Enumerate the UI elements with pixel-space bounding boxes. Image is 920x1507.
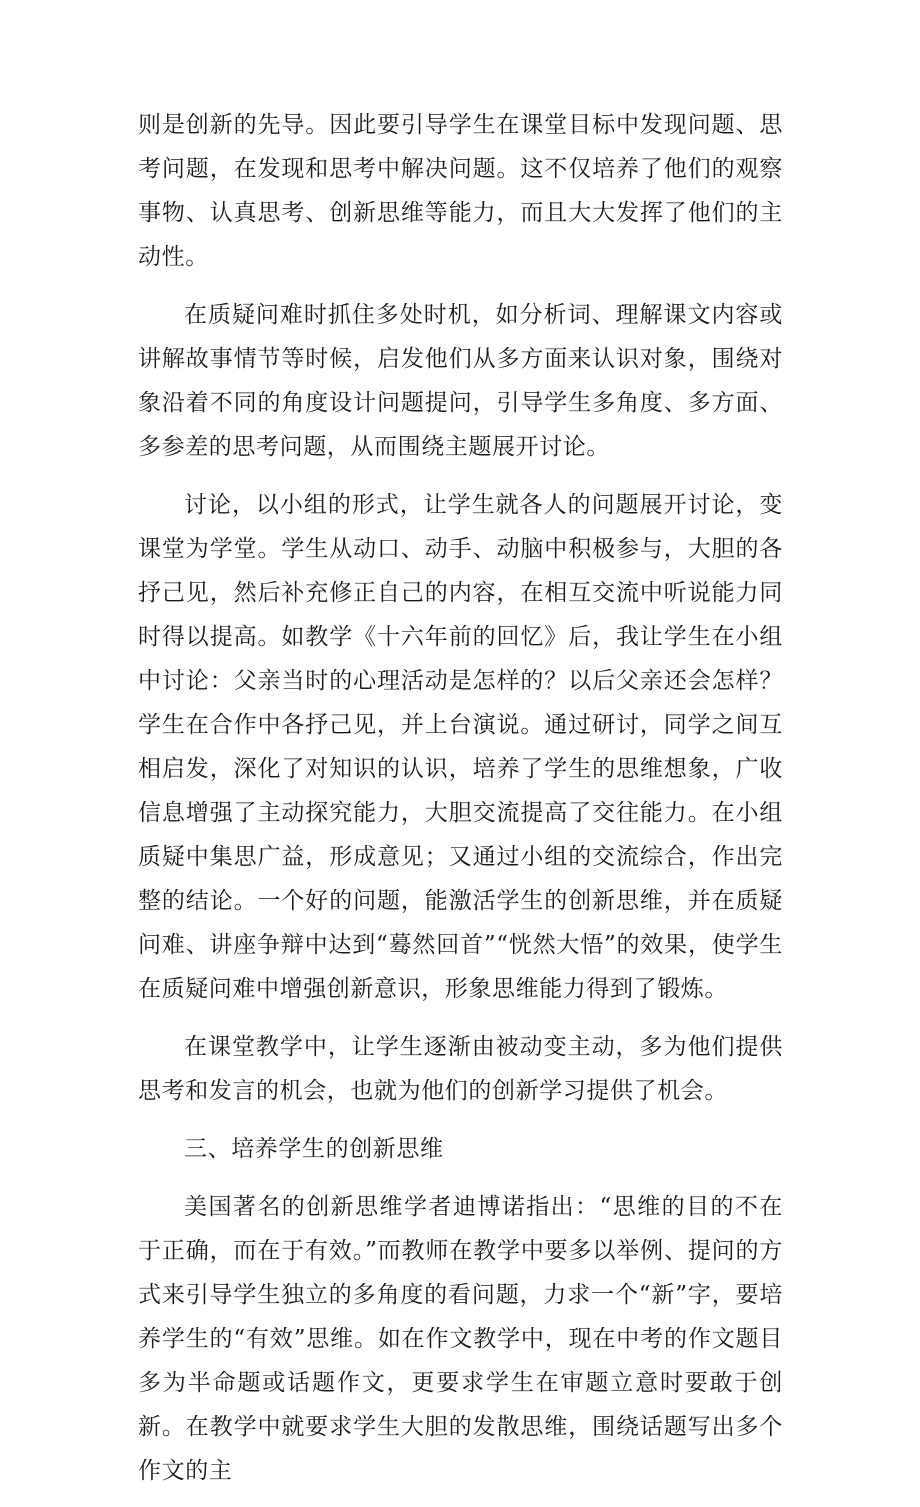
paragraph-classroom: 在课堂教学中，让学生逐渐由被动变主动，多为他们提供思考和发言的机会，也就为他们的创新学习提供了机会。 <box>138 1034 783 1104</box>
paragraph-discussion: 讨论，以小组的形式，让学生就各人的问题展开讨论，变课堂为学堂。学生从动口、动手、动脑中积极参与，大胆的各抒己见，然后补充修正自己的内容，在相互交流中听说能力同时得以提高。如教学《十六年前的回忆》后，我让学生在小组中讨论：父亲当时的心理活动是怎样的？以后父亲还会怎样？学生在合作中各抒己见，并上台演说。通过研讨，同学之间互相启发，深化了对知识的认识，培养了学生的思维想象，广收信息增强了主动探究能力，大胆交流提高了交往能力。在小组质疑中集思广益，形成意见；又通过小组的交流综合，作出完整的结论。一个好的问题，能激活学生的创新思维，并在质疑问难、讲座争辩中达到“蓦然回首”“恍然大悟”的效果，使学生在质疑问难中增强创新意识，形象思维能力得到了锻炼。 <box>138 492 783 1002</box>
paragraph-questioning: 在质疑问难时抓住多处时机，如分析词、理解课文内容或讲解故事情节等时候，启发他们从多方面来认识对象，围绕对象沿着不同的角度设计问题提问，引导学生多角度、多方面、多参差的思考问题，从而围绕主题展开讨论。 <box>138 302 783 460</box>
paragraph-innovative-thinking: 美国著名的创新思维学者迪博诺指出：“思维的目的不在于正确，而在于有效。”而教师在教学中要多以举例、提问的方式来引导学生独立的多角度的看问题，力求一个“新”字，要培养学生的“有效”思维。如在作文教学中，现在中考的作文题目多为半命题或话题作文，更要求学生在审题立意时要敢于创新。在教学中就要求学生大胆的发散思维，围绕话题写出多个作文的主 <box>138 1194 783 1484</box>
section-heading: 三、培养学生的创新思维 <box>184 1136 444 1162</box>
paragraph-continuation: 则是创新的先导。因此要引导学生在课堂目标中发现问题、思考问题，在发现和思考中解决问题。这不仅培养了他们的观察事物、认真思考、创新思维等能力，而且大大发挥了他们的主动性。 <box>138 112 783 270</box>
document-body <box>138 103 783 1507</box>
